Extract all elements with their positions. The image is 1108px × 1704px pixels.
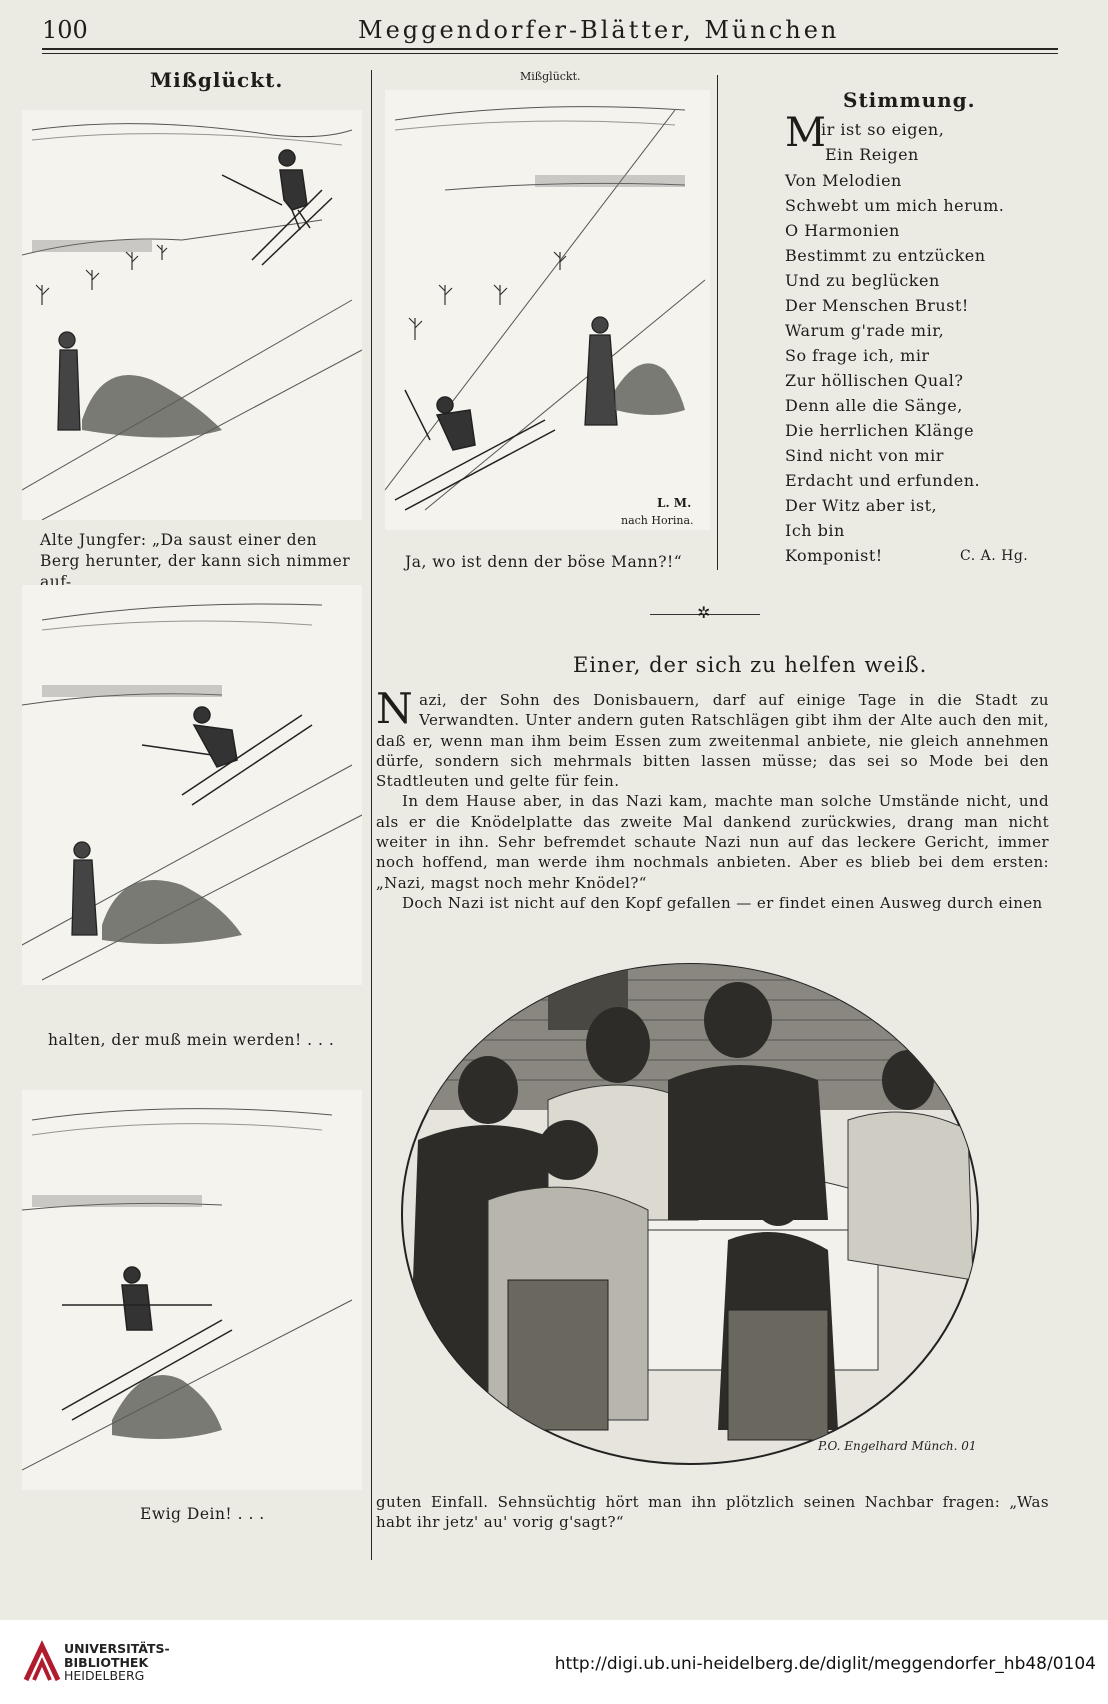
story-para-3: Doch Nazi ist nicht auf den Kopf gefallen — er findet einen Ausweg durch einen xyxy=(402,893,1043,912)
poem-line-2: Ein Reigen xyxy=(825,145,919,164)
poem-line-8: Der Menschen Brust! xyxy=(785,296,969,315)
poem-line-18: Komponist! xyxy=(785,546,883,565)
journal-title: Meggendorfer-Blätter, München xyxy=(358,16,840,44)
library-name-line-3: HEIDELBERG xyxy=(64,1668,145,1683)
poem-dropcap: M xyxy=(785,110,826,156)
viewer-footer xyxy=(0,1620,1108,1704)
story-para-4: guten Einfall. Sehnsüchtig hört man ihn plötzlich seinen Nachbar fragen: „Was habt ihr jetz' au' vorig g'sagt?“ xyxy=(376,1493,1049,1532)
header-rule xyxy=(42,48,1058,50)
illustration-signature: P.O. Engelhard Münch. 01 xyxy=(818,1439,977,1453)
middle-caption: Ja, wo ist denn der böse Mann?!“ xyxy=(405,553,683,571)
poem-line-15: Erdacht und erfunden. xyxy=(785,471,981,490)
left-title: Mißglückt. xyxy=(150,68,284,92)
ornament-star: ✲ xyxy=(697,603,711,622)
skier-illustration-1 xyxy=(22,110,362,520)
story-dropcap: N xyxy=(376,684,414,733)
header-rule-thin xyxy=(42,53,1058,54)
column-divider-poem xyxy=(717,75,718,570)
skier-illustration-2 xyxy=(22,585,362,985)
poem-line-11: Zur höllischen Qual? xyxy=(785,371,964,390)
library-logo-icon[interactable] xyxy=(22,1640,62,1684)
poem-block xyxy=(785,110,1025,164)
story-para-1: azi, der Sohn des Donisbauern, darf auf einige Tage in die Stadt zu Verwandten. Unter andern guten Ratschlägen gibt ihm der Alte auch den mit, daß er, wenn man ihm beim Essen zum zweitenmal anbiete, nie gleich annehmen dürfe, sondern sich mehrmals bitten lassen müsse; das sei so Mode bei den Stadtleuten und gelte für fein. xyxy=(376,691,1049,791)
poem-line-5: O Harmonien xyxy=(785,221,900,240)
left-caption-2: halten, der muß mein werden! . . . xyxy=(48,1031,335,1049)
library-name-line-2: BIBLIOTHEK xyxy=(64,1654,149,1670)
middle-small-title: Mißglückt. xyxy=(520,70,581,83)
left-caption-3: Ewig Dein! . . . xyxy=(140,1505,265,1523)
middle-signature: L. M. xyxy=(657,496,692,510)
poem-line-3: Von Melodien xyxy=(785,171,902,190)
poem-line-9: Warum g'rade mir, xyxy=(785,321,945,340)
poem-line-10: So frage ich, mir xyxy=(785,346,930,365)
poem-line-1: ir ist so eigen, xyxy=(821,120,945,139)
permalink-url[interactable]: http://digi.ub.uni-heidelberg.de/diglit/meggendorfer_hb48/0104 xyxy=(554,1654,1096,1674)
poem-line-16: Der Witz aber ist, xyxy=(785,496,938,515)
poem-title: Stimmung. xyxy=(843,88,976,112)
story-body xyxy=(376,684,1049,913)
poem-author: C. A. Hg. xyxy=(960,548,1029,564)
dining-table-illustration xyxy=(398,960,983,1468)
library-name[interactable] xyxy=(64,1642,170,1683)
page-number: 100 xyxy=(42,16,88,44)
library-name-line-1: UNIVERSITÄTS- xyxy=(64,1641,170,1656)
poem-line-6: Bestimmt zu entzücken xyxy=(785,246,986,265)
story-para-2: In dem Hause aber, in das Nazi kam, machte man solche Umstände nicht, und als er die Knödelplatte das zweite Mal dankend zurückwies, drang man nicht weiter in ihn. Sehr befremdet schaute Nazi nun auf das leckere Gericht, immer noch hoffend, man werde ihm nochmals anbieten. Aber es blieb bei dem ersten: „Nazi, magst noch mehr Knödel?“ xyxy=(376,792,1049,892)
left-caption-1: Alte Jungfer: „Da saust einer den Berg herunter, der kann sich nimmer auf- xyxy=(40,531,351,591)
story-title: Einer, der sich zu helfen weiß. xyxy=(573,653,928,677)
poem-line-4: Schwebt um mich herum. xyxy=(785,196,1005,215)
poem-line-12: Denn alle die Sänge, xyxy=(785,396,963,415)
column-divider-left xyxy=(371,70,372,1560)
poem-line-14: Sind nicht von mir xyxy=(785,446,944,465)
middle-signature-note: nach Horina. xyxy=(621,514,694,527)
poem-line-17: Ich bin xyxy=(785,521,845,540)
page-header xyxy=(18,14,1058,48)
poem-line-13: Die herrlichen Klänge xyxy=(785,421,975,440)
skier-illustration-4 xyxy=(385,90,710,530)
skier-illustration-3 xyxy=(22,1090,362,1490)
poem-line-7: Und zu beglücken xyxy=(785,271,940,290)
